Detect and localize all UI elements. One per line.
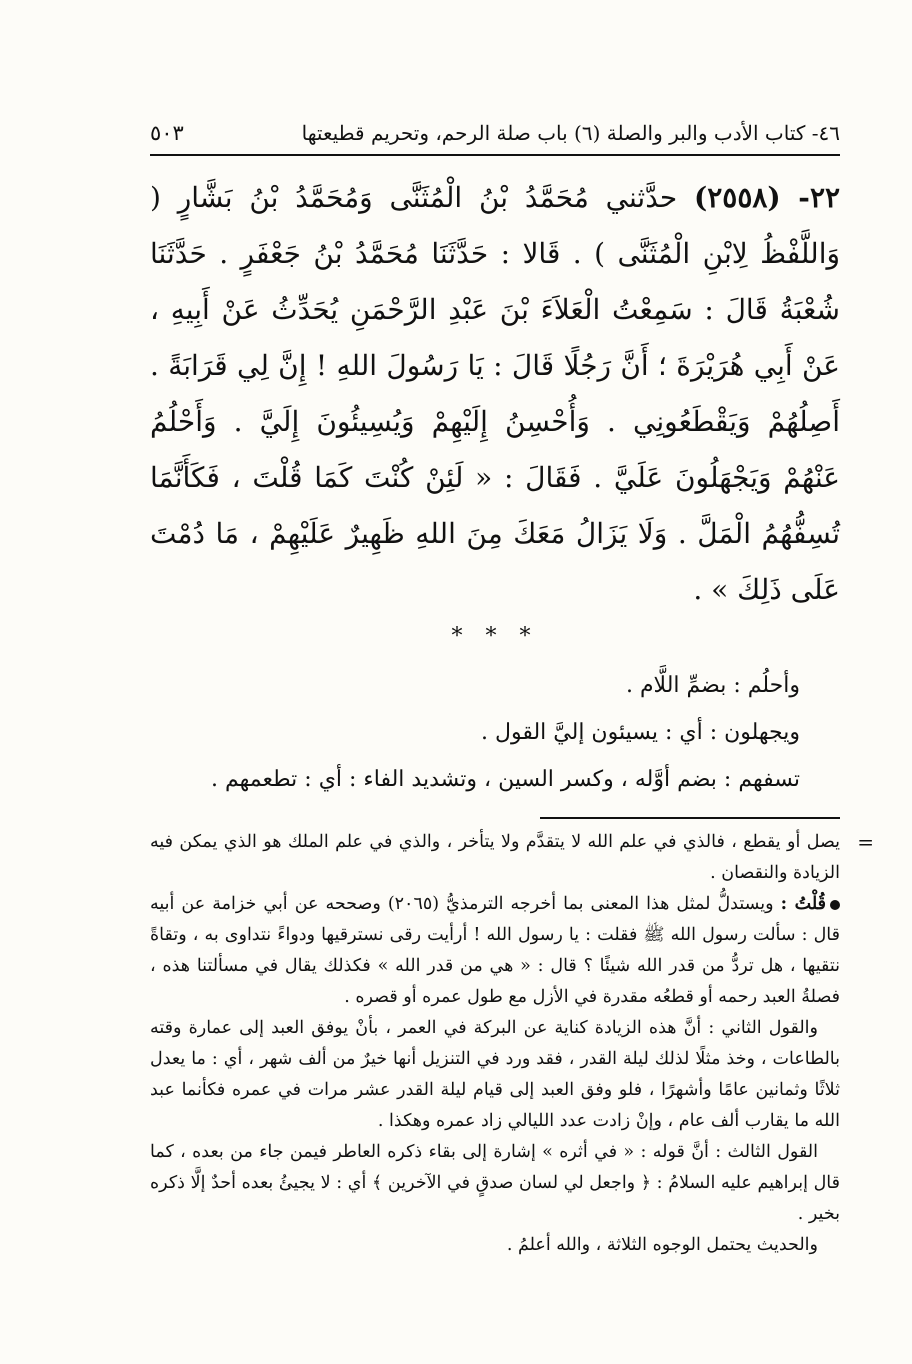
page-number: ٥٠٣ <box>150 121 184 145</box>
qultu-label: قُلْتُ : <box>780 894 826 914</box>
footnote-qultu <box>150 889 840 1013</box>
gloss-item: وأحلُم : بضمِّ اللَّام . <box>625 673 800 698</box>
footnote-rule <box>540 817 840 819</box>
glossary <box>150 662 840 803</box>
chapter-title: ٤٦- كتاب الأدب والبر والصلة (٦) باب صلة الرحم، وتحريم قطيعتها <box>301 121 840 145</box>
book-page <box>150 118 874 1261</box>
bullet-icon <box>830 900 840 910</box>
hadith-body: حدَّثني مُحَمَّدُ بْنُ الْمُثَنَّى وَمُحَمَّدُ بْنُ بَشَّارٍ ( وَاللَّفْظُ لِابْنِ الْمُثَنَّى ) . قَالا : حَدَّثَنَا مُحَمَّدُ بْنُ جَعْفَرٍ . حَدَّثَنَا شُعْبَةُ قَالَ : سَمِعْتُ الْعَلاَءَ بْنَ عَبْدِ الرَّحْمَنِ يُحَدِّثُ عَنْ أَبِيهِ ، عَنْ أَبِي هُرَيْرَةَ ؛ أَنَّ رَجُلًا قَالَ : يَا رَسُولَ اللهِ ! إِنَّ لِي قَرَابَةً . أَصِلُهُمْ وَيَقْطَعُونِي . وَأُحْسِنُ إِلَيْهِمْ وَيُسِيئُونَ إِلَيَّ . وَأَحْلُمُ عَنْهُمْ وَيَجْهَلُونَ عَلَيَّ . فَقَالَ : « لَئِنْ كُنْتَ كَمَا قُلْتَ ، فَكَأَنَّمَا تُسِفُّهُمُ الْمَلَّ . وَلَا يَزَالُ مَعَكَ مِنَ اللهِ ظَهِيرٌ عَلَيْهِمْ ، مَا دُمْتَ عَلَى ذَلِكَ » . <box>150 181 840 606</box>
footnote-continuation: يصل أو يقطع ، فالذي في علم الله لا يتقدَّم ولا يتأخر ، والذي في علم الملك هو الذي يمكن فيه الزيادة والنقصان . <box>150 832 840 883</box>
gloss-item: تسفهم : بضم أوَّله ، وكسر السين ، وتشديد الفاء : أي : تطعمهم . <box>211 767 800 792</box>
gloss-item: ويجهلون : أي : يسيئون إليَّ القول . <box>481 720 800 745</box>
qultu-text: ويستدلُّ لمثل هذا المعنى بما أخرجه الترمذيُّ (٢٠٦٥) وصححه عن أبي خزامة عن أبيه قال : سألت رسول الله ﷺ فقلت : يا رسول الله ! أرأيت رقى نسترقيها ودواءً نتداوى به ، وتقاةً نتقيها ، هل تردُّ من قدر الله شيئًا ؟ قال : « هي من قدر الله » فكذلك يقال في مسألتنا هذه ، فصلةُ العبد رحمه أو قطعُه مقدرة في الأزل مع طول عمره أو قصره . <box>150 894 840 1007</box>
running-header <box>150 118 840 156</box>
hadith-number: ٢٢- (٢٥٥٨) <box>694 181 841 214</box>
footnote-third-view: القول الثالث : أنَّ قوله : « في أثره » إشارة إلى بقاء ذكره العاطر فيمن جاء من بعده ، كما قال إبراهيم عليه السلامُ : ﴿ واجعل لي لسان صدقٍ في الآخرين ﴾ أي : لا يجيئُ بعده أحدٌ إلَّا ذكره بخير . <box>150 1142 840 1224</box>
footnote-conclusion: والحديث يحتمل الوجوه الثلاثة ، والله أعلمُ . <box>506 1235 818 1255</box>
section-separator: * * * <box>451 624 539 649</box>
footnotes <box>150 827 874 1261</box>
hadith-text <box>150 170 840 618</box>
continuation-mark: = <box>857 830 874 854</box>
footnote-second-view: والقول الثاني : أنَّ هذه الزيادة كناية عن البركة في العمر ، بأنْ يوفق العبد إلى عمارة وقته بالطاعات ، وخذ مثلًا لذلك ليلة القدر ، فقد ورد في التنزيل أنها خيرٌ من ألف شهر ، أي : ما يعدل ثلاثًا وثمانين عامًا وأشهرًا ، فلو وفق العبد إلى قيام ليلة القدر عشر مرات في عمره فكأنما عبد الله ما يقارب ألف عام ، وإنْ زادت عدد الليالي زاد عمره وهكذا . <box>150 1018 840 1131</box>
